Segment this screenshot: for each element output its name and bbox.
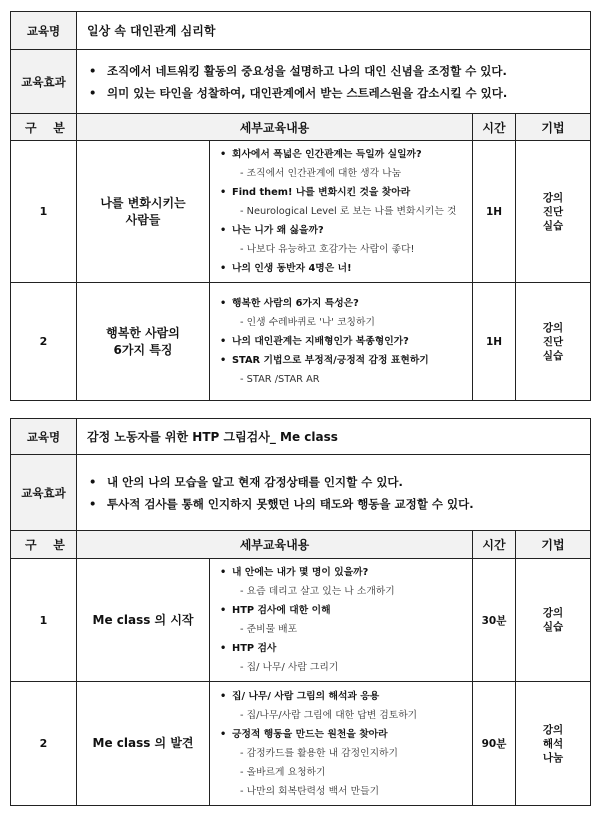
- module-content: [210, 682, 473, 806]
- module-name: [77, 559, 210, 682]
- method-line: 실습: [542, 219, 564, 232]
- module-method: [516, 682, 591, 806]
- header-method: 기법: [516, 114, 591, 141]
- module-time: 1H: [473, 141, 516, 283]
- course-table-1: [10, 11, 591, 401]
- module-name: [77, 682, 210, 806]
- module-name: [77, 283, 210, 401]
- course-label: 교육명: [11, 12, 77, 50]
- header-gubun: 구 분: [11, 114, 77, 141]
- content-item: • 행복한 사람의 6가지 특성은?: [220, 294, 466, 313]
- module-name-line: 나를 변화시키는: [100, 195, 186, 210]
- method-line: 강의: [542, 191, 564, 204]
- course-title: 일상 속 대인관계 심리학: [77, 12, 591, 50]
- method-line: 진단: [542, 205, 564, 218]
- module-content: [210, 283, 473, 401]
- method-line: 실습: [542, 621, 564, 633]
- course-table-2: [10, 418, 591, 806]
- module-method: [516, 559, 591, 682]
- header-time: 시간: [473, 114, 516, 141]
- header-detail: 세부교육내용: [77, 114, 473, 141]
- effect-label: 교육효과: [11, 455, 77, 531]
- content-subitem: - 나만의 회복탄력성 백서 만들기: [220, 782, 466, 801]
- module-time: 30분: [473, 559, 516, 682]
- content-item: • 회사에서 폭넓은 인간관계는 득일까 실일까?: [220, 145, 466, 164]
- content-item: • HTP 검사: [220, 639, 466, 658]
- module-method: [516, 283, 591, 401]
- module-name-line: 행복한 사람의: [106, 325, 180, 340]
- content-subitem: - 조직에서 인간관계에 대한 생각 나눔: [220, 164, 466, 183]
- content-item: • Find them! 나를 변화시킨 것을 찾아라: [220, 183, 466, 202]
- content-item: • 나의 대인관계는 지배형인가 복종형인가?: [220, 332, 466, 351]
- course-title: 감정 노동자를 위한 HTP 그림검사_ Me class: [77, 419, 591, 455]
- module-name-line: Me class 의 발견: [92, 736, 194, 750]
- content-subitem: - 올바르게 요청하기: [220, 763, 466, 782]
- module-content: [210, 559, 473, 682]
- content-item: • HTP 검사에 대한 이해: [220, 601, 466, 620]
- content-item: • STAR 기법으로 부정적/긍정적 감정 표현하기: [220, 351, 466, 370]
- content-item: • 긍정적 행동을 만드는 원천을 찾아라: [220, 725, 466, 744]
- method-line: 진단: [542, 335, 564, 348]
- content-subitem: - 집/ 나무/ 사람 그리기: [220, 658, 466, 677]
- method-line: 해석: [542, 737, 564, 750]
- content-item: • 내 안에는 내가 몇 명이 있을까?: [220, 563, 466, 582]
- content-subitem: - 준비물 배포: [220, 620, 466, 639]
- header-detail: 세부교육내용: [77, 531, 473, 559]
- content-subitem: - STAR /STAR AR: [220, 370, 466, 389]
- content-item: • 집/ 나무/ 사람 그림의 해석과 응용: [220, 687, 466, 706]
- row-number: 1: [11, 141, 77, 283]
- header-time: 시간: [473, 531, 516, 559]
- module-content: [210, 141, 473, 283]
- module-name-line: 6가지 특징: [113, 342, 173, 357]
- effect-cell: [77, 455, 591, 531]
- effect-label: 교육효과: [11, 50, 77, 114]
- method-line: 강의: [542, 321, 564, 334]
- effect-item: • 투사적 검사를 통해 인지하지 못했던 나의 태도와 행동을 교정할 수 있다.: [89, 493, 590, 515]
- method-line: 실습: [542, 349, 564, 362]
- content-subitem: - 집/나무/사람 그림에 대한 답변 검토하기: [220, 706, 466, 725]
- content-subitem: - 인생 수레바퀴로 '나' 코칭하기: [220, 313, 466, 332]
- effect-cell: [77, 50, 591, 114]
- header-gubun: 구 분: [11, 531, 77, 559]
- content-subitem: - 요즘 데리고 살고 있는 나 소개하기: [220, 582, 466, 601]
- method-line: 나눔: [542, 751, 564, 764]
- content-subitem: - 나보다 유능하고 호감가는 사람이 좋다!: [220, 240, 466, 259]
- content-subitem: - 감정카드를 활용한 내 감정인지하기: [220, 744, 466, 763]
- content-item: • 나는 니가 왜 싫을까?: [220, 221, 466, 240]
- module-time: 1H: [473, 283, 516, 401]
- module-name: [77, 141, 210, 283]
- module-name-line: 사람들: [125, 212, 161, 227]
- content-subitem: - Neurological Level 로 보는 나를 변화시키는 것: [220, 202, 466, 221]
- row-number: 2: [11, 682, 77, 806]
- module-time: 90분: [473, 682, 516, 806]
- content-item: • 나의 인생 동반자 4명은 너!: [220, 259, 466, 278]
- method-line: 강의: [542, 607, 564, 619]
- module-name-line: Me class 의 시작: [92, 612, 194, 627]
- effect-item: • 의미 있는 타인을 성찰하여, 대인관계에서 받는 스트레스원을 감소시킬 수 있다.: [89, 82, 590, 104]
- row-number: 2: [11, 283, 77, 401]
- course-label: 교육명: [11, 419, 77, 455]
- header-method: 기법: [516, 531, 591, 559]
- effect-item: • 내 안의 나의 모습을 알고 현재 감정상태를 인지할 수 있다.: [89, 471, 590, 493]
- method-line: 강의: [542, 723, 564, 736]
- effect-item: • 조직에서 네트워킹 활동의 중요성을 설명하고 나의 대인 신념을 조정할 수 있다.: [89, 60, 590, 82]
- module-method: [516, 141, 591, 283]
- row-number: 1: [11, 559, 77, 682]
